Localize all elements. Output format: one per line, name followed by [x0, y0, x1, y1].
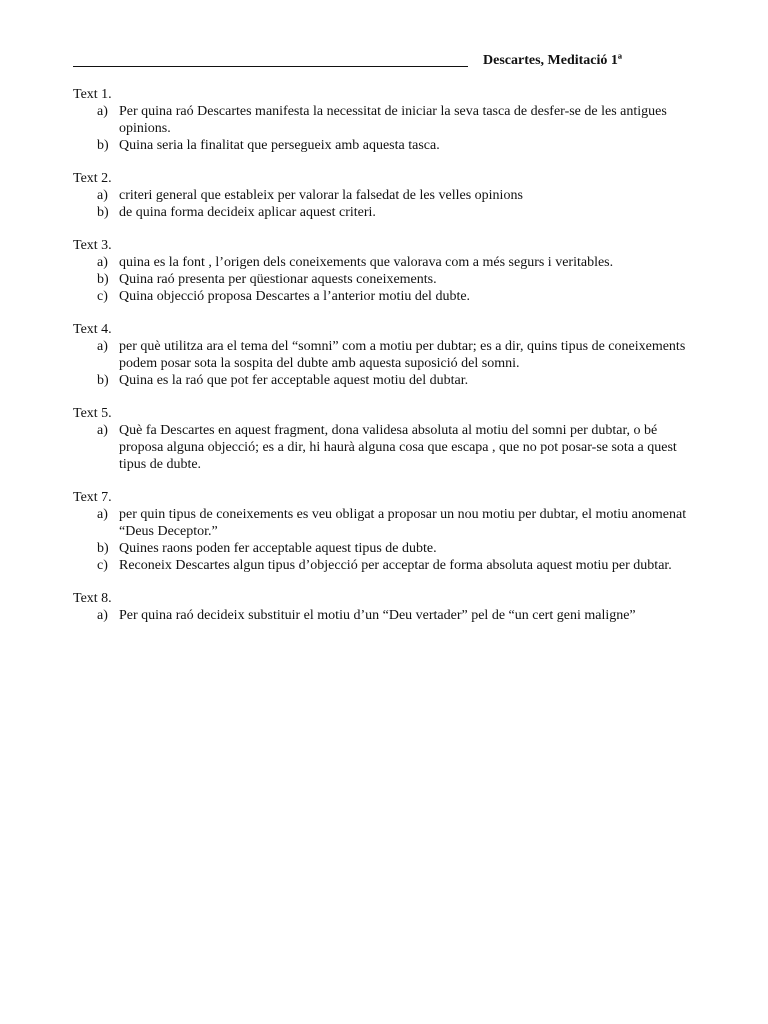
item-marker: c) [97, 558, 108, 573]
item-marker: a) [97, 255, 108, 270]
document-title: Descartes, Meditació 1ª [483, 53, 623, 68]
item-list [73, 103, 703, 154]
question-item [73, 288, 703, 305]
question-item [73, 254, 703, 271]
item-list [73, 187, 703, 221]
item-text: criteri general que estableix per valorar la falsedat de les velles opinions [119, 188, 523, 203]
question-item [73, 422, 703, 473]
section-title: Text 5. [73, 406, 112, 421]
question-item [73, 506, 703, 540]
section-text-7 [73, 489, 703, 574]
item-text: quina es la font , l’origen dels coneixements que valorava com a més segurs i veritables. [119, 255, 614, 270]
item-marker: b) [97, 138, 109, 153]
item-text: per què utilitza ara el tema del “somni” com a motiu per dubtar; es a dir, quins tipus de coneixements podem posar sota la sospita del dubte amb aquesta suposició del somni. [119, 339, 686, 371]
name-blank-line [73, 66, 468, 67]
item-marker: a) [97, 608, 108, 623]
section-text-2 [73, 170, 703, 221]
section-title: Text 7. [73, 490, 112, 505]
item-marker: b) [97, 205, 109, 220]
question-item [73, 372, 703, 389]
item-text: Per quina raó Descartes manifesta la necessitat de iniciar la seva tasca de desfer-se de les antigues opinions. [119, 104, 667, 136]
item-marker: a) [97, 188, 108, 203]
item-marker: c) [97, 289, 108, 304]
page-header [73, 52, 673, 72]
item-text: Per quina raó decideix substituir el motiu d’un “Deu vertader” pel de “un cert geni maligne” [119, 608, 636, 623]
item-marker: b) [97, 272, 109, 287]
item-marker: b) [97, 373, 109, 388]
section-text-1 [73, 86, 703, 154]
item-text: Quina objecció proposa Descartes a l’anterior motiu del dubte. [119, 289, 471, 304]
question-item [73, 557, 703, 574]
question-item [73, 271, 703, 288]
item-text: Quina seria la finalitat que persegueix amb aquesta tasca. [119, 138, 440, 153]
question-item [73, 187, 703, 204]
question-item [73, 204, 703, 221]
section-title: Text 4. [73, 322, 112, 337]
section-text-5 [73, 405, 703, 473]
question-item [73, 338, 703, 372]
item-marker: a) [97, 104, 108, 119]
item-list [73, 422, 703, 473]
section-text-4 [73, 321, 703, 389]
item-list [73, 506, 703, 574]
section-title: Text 8. [73, 591, 112, 606]
question-list [73, 86, 703, 640]
item-list [73, 338, 703, 389]
item-marker: b) [97, 541, 109, 556]
question-item [73, 607, 703, 624]
item-text: per quin tipus de coneixements es veu obligat a proposar un nou motiu per dubtar, el motiu anomenat “Deus Deceptor.” [119, 507, 687, 539]
item-list [73, 254, 703, 305]
item-text: Reconeix Descartes algun tipus d’objecció per acceptar de forma absoluta aquest motiu per dubtar. [119, 558, 672, 573]
section-title: Text 3. [73, 238, 112, 253]
section-text-3 [73, 237, 703, 305]
question-item [73, 137, 703, 154]
question-item [73, 103, 703, 137]
section-title: Text 2. [73, 171, 112, 186]
item-text: Quines raons poden fer acceptable aquest tipus de dubte. [119, 541, 437, 556]
section-text-8 [73, 590, 703, 624]
item-marker: a) [97, 423, 108, 438]
item-text: Quina raó presenta per qüestionar aquests coneixements. [119, 272, 437, 287]
question-item [73, 540, 703, 557]
section-title: Text 1. [73, 87, 112, 102]
item-text: Què fa Descartes en aquest fragment, dona validesa absoluta al motiu del somni per dubtar, o bé proposa alguna objecció; es a dir, hi haurà alguna cosa que escapa , que no pot posar-se sota a quest tipus de dubte. [119, 423, 677, 472]
item-text: Quina es la raó que pot fer acceptable aquest motiu del dubtar. [119, 373, 469, 388]
item-marker: a) [97, 507, 108, 522]
item-text: de quina forma decideix aplicar aquest criteri. [119, 205, 376, 220]
item-marker: a) [97, 339, 108, 354]
item-list [73, 607, 703, 624]
